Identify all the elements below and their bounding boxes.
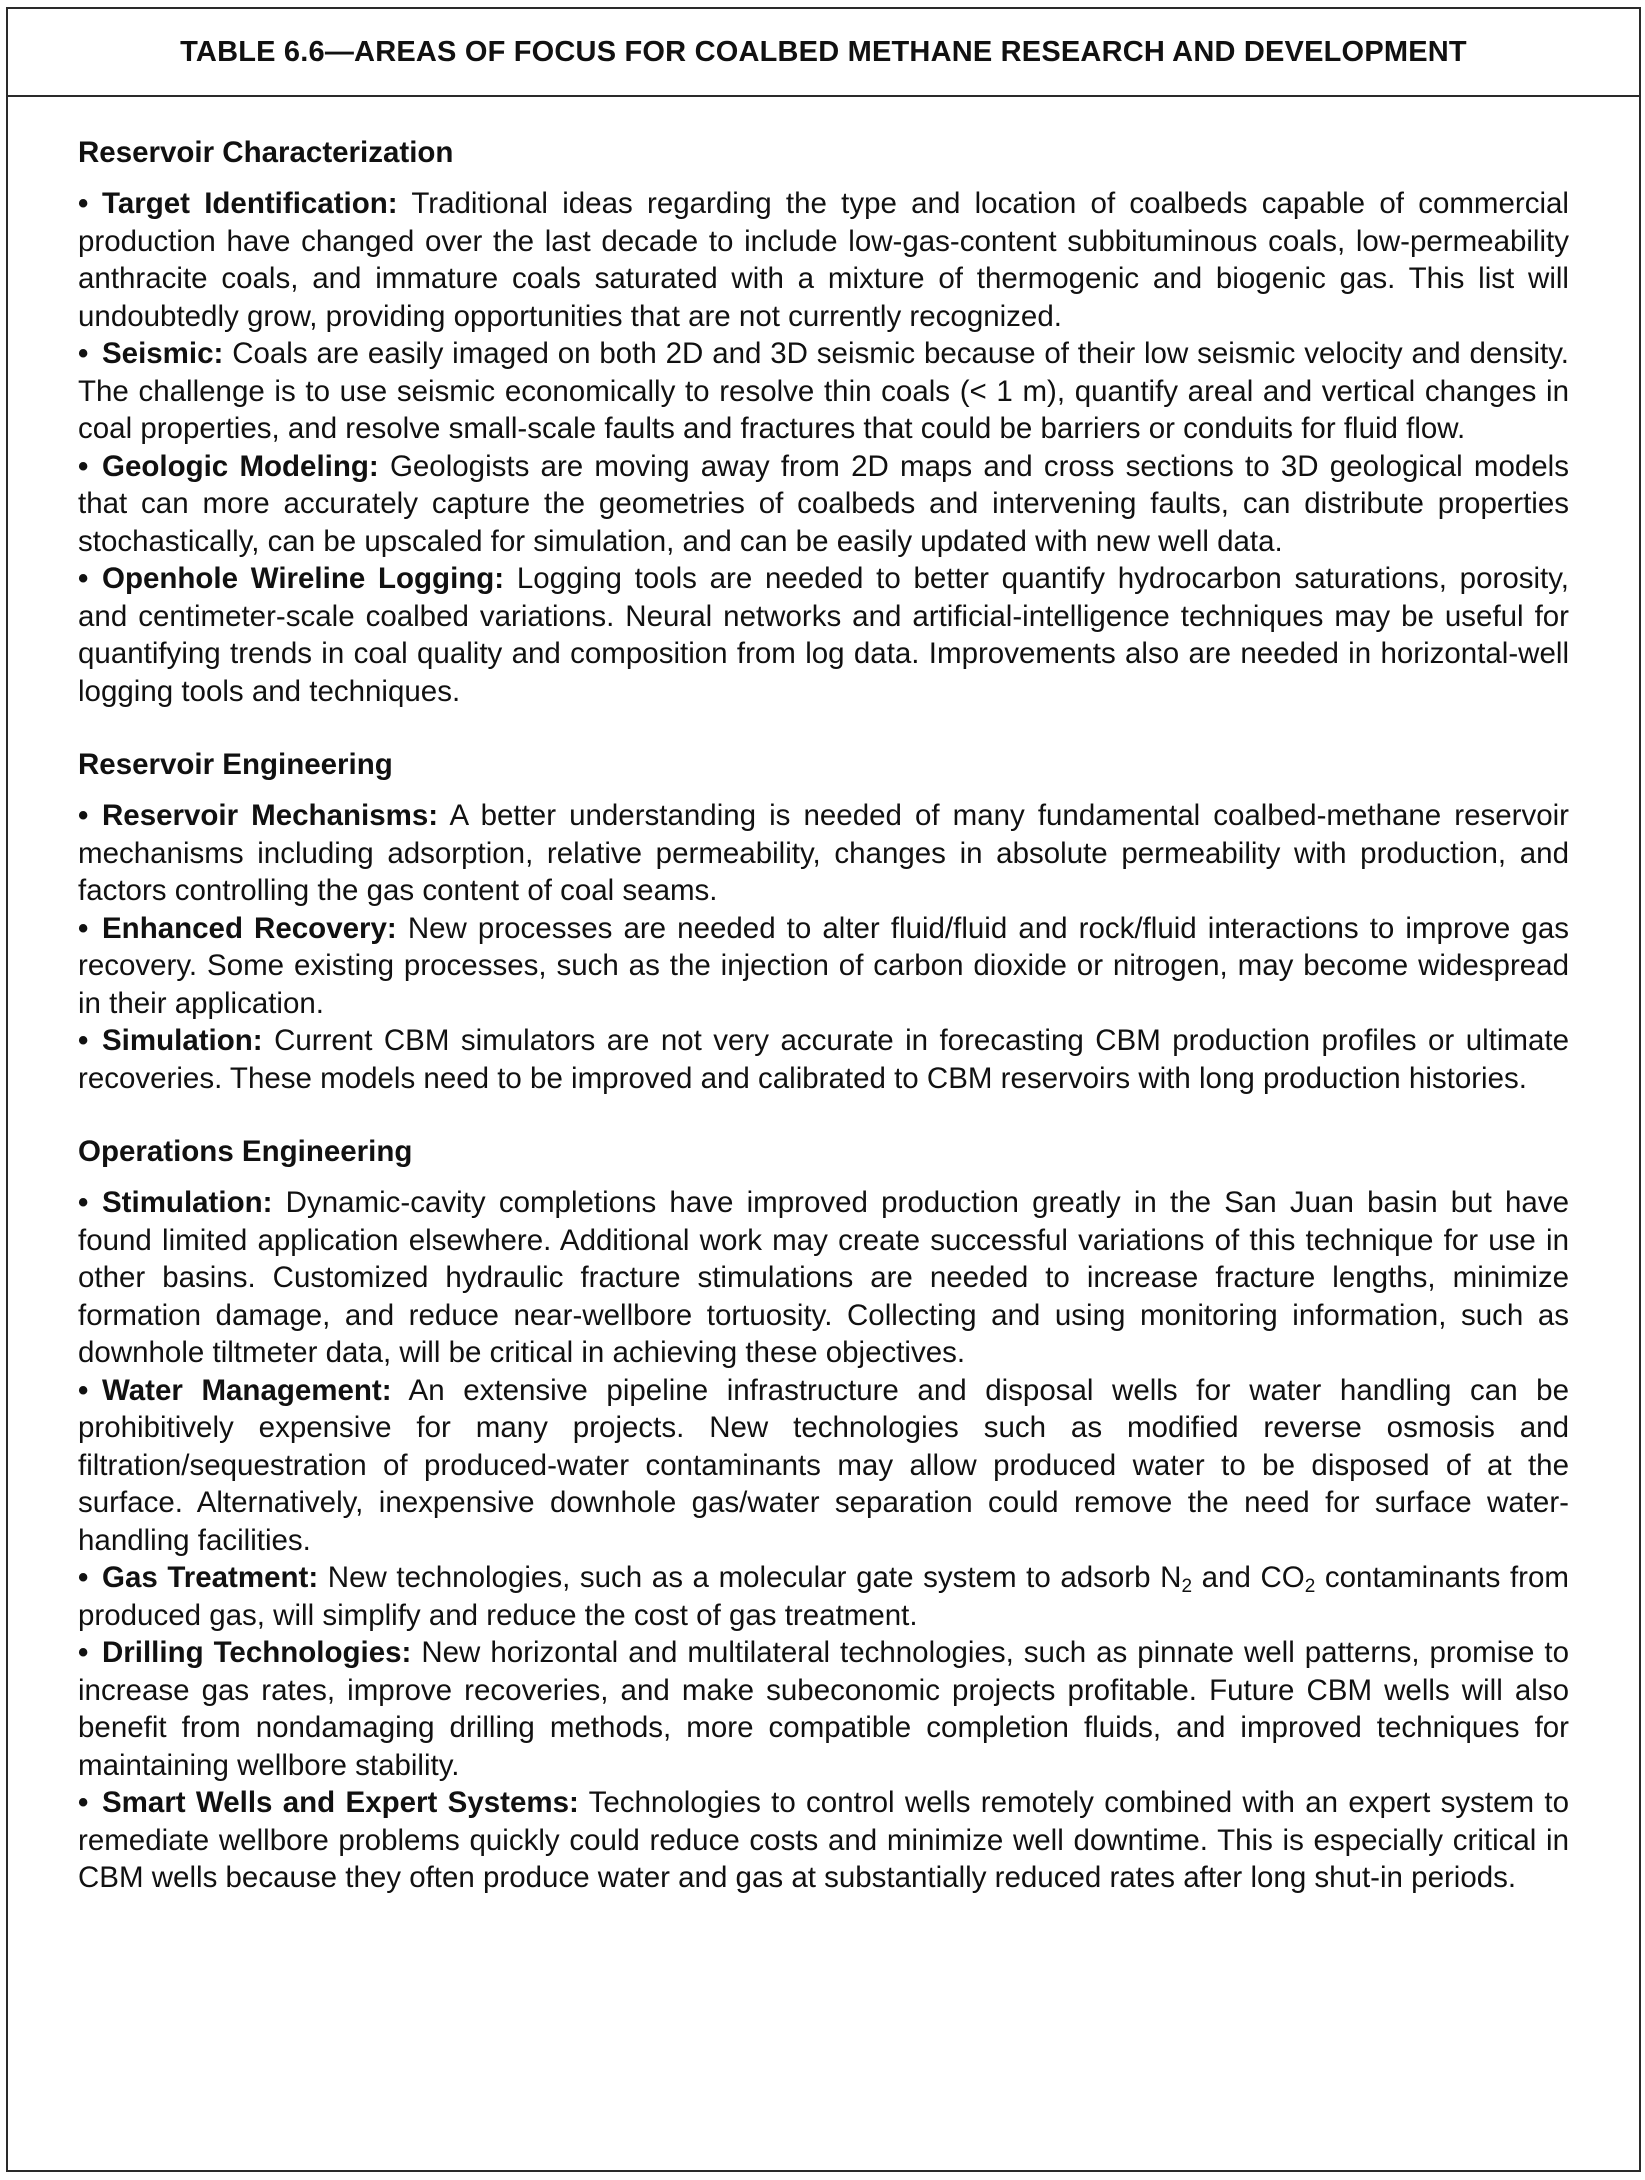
- item-title: Gas Treatment:: [102, 1561, 319, 1594]
- section-operations-engineering: [78, 1134, 1569, 1897]
- item-title: Stimulation:: [102, 1186, 273, 1219]
- list-item-smart-wells: [78, 1784, 1569, 1897]
- bullet-icon: •: [78, 449, 89, 483]
- bullet-icon: •: [78, 1373, 89, 1407]
- list-item-geologic-modeling: [78, 448, 1569, 561]
- list-item-openhole-wireline-logging: [78, 560, 1569, 710]
- item-title: Seismic:: [102, 337, 224, 370]
- bullet-icon: •: [78, 187, 89, 220]
- item-title: Water Management:: [102, 1373, 392, 1407]
- item-text-b: and CO: [1192, 1561, 1305, 1594]
- item-title: Target Identification:: [102, 187, 398, 220]
- list-item-target-identification: [78, 185, 1569, 335]
- list-item-gas-treatment: [78, 1559, 1569, 1634]
- list-item-stimulation: [78, 1184, 1569, 1372]
- bullet-icon: •: [78, 562, 89, 595]
- item-title: Reservoir Mechanisms:: [102, 799, 439, 832]
- co2-subscript: 2: [1304, 1576, 1316, 1597]
- item-title: Enhanced Recovery:: [102, 911, 397, 945]
- item-text: An extensive pipeline infrastructure and disposal wells for water handling can be prohibitively expensive for many projects. New technologies such as modified reverse osmosis and filtration/sequestration of produced-water contaminants may allow produced water to be disposed of at the surface. Alternatively, inexpensive downhole gas/water separation could remove the need for surface water-handling facilities.: [78, 1373, 1569, 1557]
- item-text-a: New technologies, such as a molecular gate system to adsorb N: [327, 1561, 1182, 1594]
- item-title: Simulation:: [102, 1024, 263, 1057]
- item-text: A better understanding is needed of many fundamental coalbed-methane reservoir mechanisms including adsorption, relative permeability, changes in absolute permeability with production, and factors controlling the gas content of coal seams.: [78, 799, 1569, 907]
- item-title: Geologic Modeling:: [102, 449, 379, 483]
- item-text: New processes are needed to alter fluid/fluid and rock/fluid interactions to improve gas recovery. Some existing processes, such as the injection of carbon dioxide or nitrogen, may become widespread in their application.: [78, 911, 1569, 1020]
- item-text: Coals are easily imaged on both 2D and 3D seismic because of their low seismic velocity and density. The challenge is to use seismic economically to resolve thin coals (< 1 m), quantify areal and vertical changes in coal properties, and resolve small-scale faults and fractures that could be barriers or conduits for fluid flow.: [78, 337, 1569, 445]
- table-header: [8, 9, 1639, 97]
- list-item-enhanced-recovery: [78, 910, 1569, 1023]
- bullet-icon: •: [78, 1024, 89, 1057]
- item-text: Traditional ideas regarding the type and location of coalbeds capable of commercial production have changed over the last decade to include low-gas-content subbituminous coals, low-permeability anthracite coals, and immature coals saturated with a mixture of thermogenic and biogenic gas. This list will undoubtedly grow, providing opportunities that are not currently recognized.: [78, 187, 1569, 333]
- bullet-icon: •: [78, 911, 89, 945]
- section-reservoir-characterization: [78, 135, 1569, 710]
- bullet-icon: •: [78, 1561, 89, 1594]
- item-title: Smart Wells and Expert Systems:: [102, 1786, 579, 1819]
- list-item-water-management: [78, 1372, 1569, 1560]
- list-item-simulation: [78, 1022, 1569, 1097]
- section-heading: Reservoir Characterization: [78, 136, 454, 169]
- item-title: Openhole Wireline Logging:: [102, 562, 505, 595]
- item-text: Technologies to control wells remotely combined with an expert system to remediate wellbore problems quickly could reduce costs and minimize well downtime. This is especially critical in CBM wells because they often produce water and gas at substantially reduced rates after long shut-in periods.: [78, 1786, 1569, 1894]
- item-title: Drilling Technologies:: [102, 1636, 412, 1669]
- bullet-icon: •: [78, 1786, 89, 1819]
- item-text-c: contaminants from produced gas, will simplify and reduce the cost of gas treatment.: [78, 1561, 1569, 1632]
- bullet-icon: •: [78, 799, 89, 832]
- table-frame: [6, 7, 1641, 2172]
- section-heading: Operations Engineering: [78, 1135, 413, 1168]
- item-text: Dynamic-cavity completions have improved production greatly in the San Juan basin but have found limited application elsewhere. Additional work may create successful variations of this technique for use in other basins. Customized hydraulic fracture stimulations are needed to increase fracture lengths, minimize formation damage, and reduce near-wellbore tortuosity. Collecting and using monitoring information, such as downhole tiltmeter data, will be critical in achieving these objectives.: [78, 1186, 1569, 1369]
- item-text: Current CBM simulators are not very accurate in forecasting CBM production profiles or ultimate recoveries. These models need to be improved and calibrated to CBM reservoirs with long production histories.: [78, 1024, 1569, 1095]
- item-text: Logging tools are needed to better quantify hydrocarbon saturations, porosity, and centimeter-scale coalbed variations. Neural networks and artificial-intelligence techniques may be useful for quantifying trends in coal quality and composition from log data. Improvements also are needed in horizontal-well logging tools and techniques.: [78, 562, 1569, 708]
- list-item-drilling-technologies: [78, 1634, 1569, 1784]
- bullet-icon: •: [78, 337, 89, 370]
- item-text: Geologists are moving away from 2D maps and cross sections to 3D geological models that can more accurately capture the geometries of coalbeds and intervening faults, can distribute properties stochastically, can be upscaled for simulation, and can be easily updated with new well data.: [78, 449, 1569, 558]
- list-item-seismic: [78, 335, 1569, 448]
- table-body: [78, 135, 1569, 1934]
- section-heading: Reservoir Engineering: [78, 748, 393, 781]
- list-item-reservoir-mechanisms: [78, 797, 1569, 910]
- table-title: TABLE 6.6—AREAS OF FOCUS FOR COALBED METHANE RESEARCH AND DEVELOPMENT: [180, 35, 1467, 68]
- bullet-icon: •: [78, 1186, 89, 1219]
- n2-subscript: 2: [1181, 1576, 1193, 1597]
- bullet-icon: •: [78, 1636, 89, 1669]
- item-text: New horizontal and multilateral technologies, such as pinnate well patterns, promise to increase gas rates, improve recoveries, and make subeconomic projects profitable. Future CBM wells will also benefit from nondamaging drilling methods, more compatible completion fluids, and improved techniques for maintaining wellbore stability.: [78, 1636, 1570, 1782]
- section-reservoir-engineering: [78, 747, 1569, 1097]
